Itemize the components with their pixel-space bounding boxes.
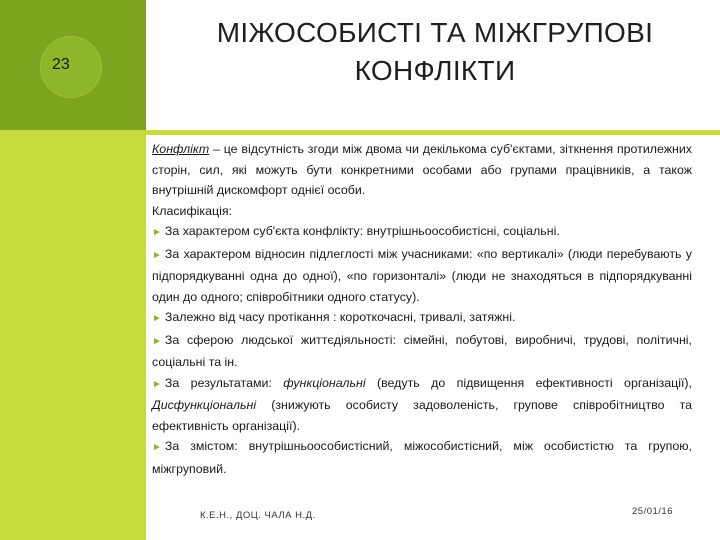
bullet-item-2 — [152, 244, 692, 308]
classification-heading: Класифікація: — [152, 203, 232, 218]
definition-term: Конфлікт — [152, 142, 210, 156]
bullet-arrow-icon: ► — [152, 335, 162, 347]
bullet-text-pre: За результатами: — [164, 375, 284, 390]
footer-date: 25/01/16 — [632, 506, 673, 517]
slide-body — [152, 139, 692, 479]
slide-title — [150, 14, 720, 90]
slide-number: 23 — [52, 56, 70, 73]
bullet-text: Залежно від часу протікання : короткочасні, тривалі, затяжні. — [164, 310, 516, 324]
bullet-item-5 — [152, 373, 692, 437]
bullet-item-6 — [152, 436, 692, 479]
bullet-text-mid: (ведуть до підвищення ефективності організації), — [365, 375, 693, 390]
bullet-item-4 — [152, 330, 692, 373]
slide-title-line-1: МІЖОСОБИСТІ ТА МІЖГРУПОВІ — [216, 17, 654, 48]
functional-term: функціональні — [283, 375, 366, 390]
title-divider — [146, 130, 720, 135]
slide-title-line-2: КОНФЛІКТИ — [354, 55, 516, 86]
bullet-item-1 — [152, 221, 692, 244]
bullet-text-post: (знижують особисту задоволеність, групове співробітництво та ефективність організації). — [152, 398, 692, 433]
bullet-arrow-icon: ► — [152, 378, 162, 390]
bullet-arrow-icon: ► — [152, 227, 162, 238]
bullet-item-3 — [152, 307, 692, 330]
bullet-arrow-icon: ► — [152, 249, 162, 261]
definition-text: – це відсутність згоди між двома чи декількома суб'єктами, зіткнення протилежних сторін, сил, які можуть бути конкретними особами або групами працівників, а також внутрішній дискомфорт однієї особи. — [152, 142, 692, 197]
bullet-arrow-icon: ► — [152, 442, 162, 453]
bullet-text: За змістом: внутрішньоособистісний, міжособистісний, між особистістю та групою, міжгруповий. — [152, 439, 692, 476]
dysfunctional-term: Дисфункціональні — [152, 398, 257, 412]
bullet-text: За сферою людської життєдіяльності: сімейні, побутові, виробничі, трудові, політичні, соціальні та ін. — [152, 332, 692, 369]
definition-paragraph — [152, 139, 692, 201]
bullet-text: За характером суб'єкта конфлікту: внутрішньоособистісні, соціальні. — [164, 224, 560, 238]
bullet-arrow-icon: ► — [152, 313, 162, 324]
footer-author: К.Е.Н., ДОЦ. ЧАЛА Н.Д. — [200, 510, 316, 521]
bullet-text: За характером відносин підлеглості між учасниками: «по вертикалі» (люди перебувають у підпорядкуванні одна до одної), «по горизонталі» (люди не знаходяться в підпорядкуванні один до одного; співробітники одного статусу). — [152, 246, 692, 304]
